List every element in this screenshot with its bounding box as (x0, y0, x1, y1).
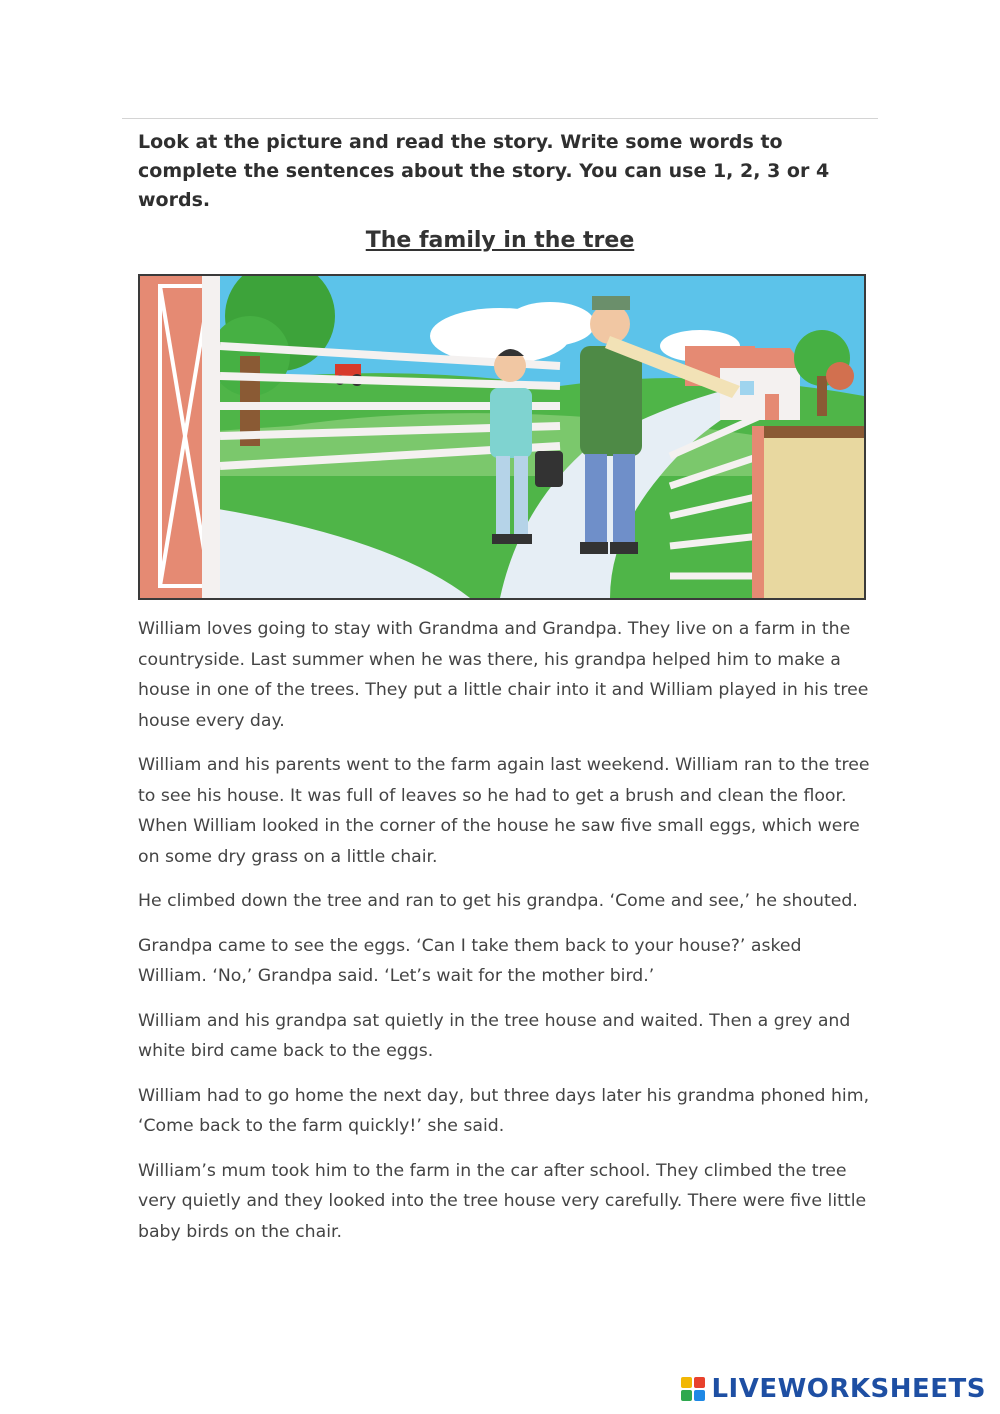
story-paragraph: William had to go home the next day, but three days later his grandma phoned him, ‘Come back to the farm quickly!’ she said. (138, 1085, 870, 1136)
story-body (138, 614, 873, 1261)
liveworksheets-logo-icon (681, 1377, 705, 1401)
logo-square-1 (681, 1377, 692, 1388)
story-paragraph: William and his parents went to the farm again last weekend. William ran to the tree to see his house. It was full of leaves so he had to get a brush and clean the floor. When William looked in the corner of the house he saw five small eggs, which were on some dry grass on a little chair. (138, 755, 870, 867)
logo-square-2 (694, 1377, 705, 1388)
story-paragraph: William and his grandpa sat quietly in the tree house and waited. Then a grey and white bird came back to the eggs. (138, 1010, 851, 1061)
instructions-text: Look at the picture and read the story. Write some words to complete the sentences about the story. You can use 1, 2, 3 or 4 words. (138, 131, 830, 211)
stone-wall (752, 426, 864, 598)
story-illustration (138, 274, 866, 600)
top-divider (122, 118, 878, 119)
story-paragraph: He climbed down the tree and ran to get his grandpa. ‘Come and see,’ he shouted. (138, 891, 858, 911)
story-paragraph: William loves going to stay with Grandma and Grandpa. They live on a farm in the countryside. Last summer when he was there, his grandpa helped him to make a house in one of the trees. They put a little chair into it and William played in his tree house every day. (138, 619, 869, 731)
farm-scene-illustration (140, 276, 864, 598)
logo-square-4 (694, 1390, 705, 1401)
brand-name: LIVEWORKSHEETS (711, 1374, 986, 1404)
toolbox (535, 451, 563, 487)
cat (826, 362, 854, 390)
liveworksheets-brand[interactable] (681, 1372, 986, 1406)
story-title: The family in the tree (365, 228, 635, 253)
logo-square-3 (681, 1390, 692, 1401)
story-paragraph: Grandpa came to see the eggs. ‘Can I take them back to your house?’ asked William. ‘No,’ Grandpa said. ‘Let’s wait for the mother bird.’ (138, 935, 802, 986)
story-paragraph: William’s mum took him to the farm in the car after school. They climbed the tree very quietly and they looked into the tree house very carefully. There were five little baby birds on the chair. (138, 1160, 867, 1242)
